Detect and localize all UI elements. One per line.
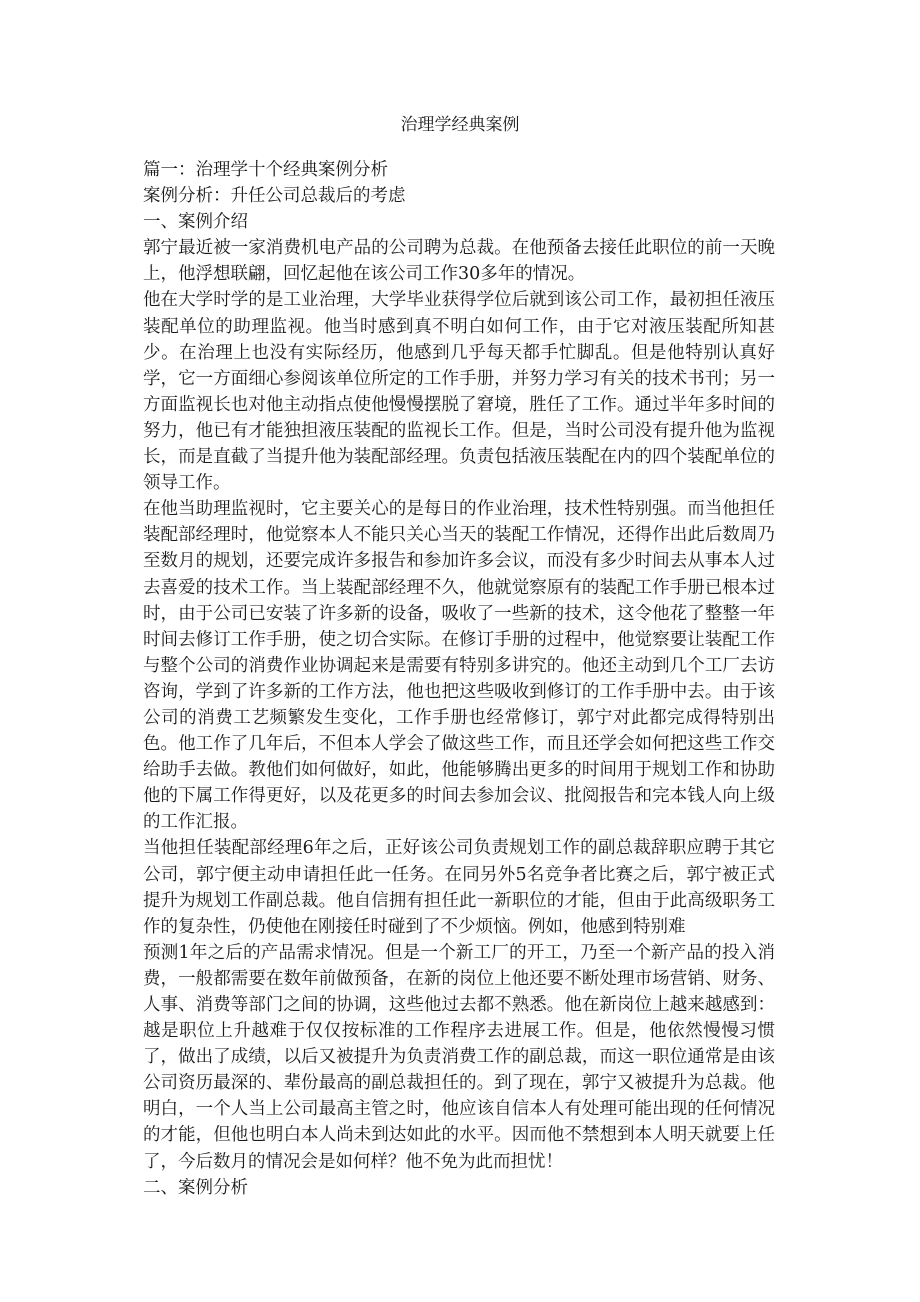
- paragraph: 在他当助理监视时，它主要关心的是每日的作业治理，技术性特别强。而当他担任装配部经理时，他觉察本人不能只关心当天的装配工作情况，还得作出此后数周乃至数月的规划，还要完成许多报告和参加许多会议，而没有多少时间去从事本人过去喜爱的技术工作。当上装配部经理不久，他就觉察原有的装配工作手册已根本过时，由于公司已安装了许多新的设备，吸收了一些新的技术，这令他花了整整一年时间去修订工作手册，使之切合实际。在修订手册的过程中，他觉察要让装配工作与整个公司的消费作业协调起来是需要有特别多讲究的。他还主动到几个工厂去访咨询，学到了许多新的工作方法，他也把这些吸收到修订的工作手册中去。由于该公司的消费工艺频繁发生变化，工作手册也经常修订，郭宁对此都完成得特别出色。他工作了几年后，不但本人学会了做这些工作，而且还学会如何把这些工作交给助手去做。教他们如何做好，如此，他能够腾出更多的时间用于规划工作和协助他的下属工作得更好，以及花更多的时间去参加会议、批阅报告和完本钱人向上级的工作汇报。: [143, 499, 775, 833]
- heading-case-analysis: 二、案例分析: [143, 1177, 248, 1198]
- heading-case-analysis-title: 案例分析：升任公司总裁后的考虑: [143, 186, 406, 207]
- document-title: 治理学经典案例: [400, 115, 520, 135]
- paragraph: 当他担任装配部经理6年之后，正好该公司负责规划工作的副总裁辞职应聘于其它公司，郭宁便主动申请担任此一任务。在同另外5名竞争者比赛之后，郭宁被正式提升为规划工作副总裁。他自信拥有担任此一新职位的才能，但由于此高级职务工作的复杂性，仍使他在刚接任时碰到了不少烦恼。例如，他感到特别难: [143, 838, 775, 937]
- heading-case-introduction: 一、案例介绍: [143, 212, 248, 233]
- heading-part-one: 篇一：治理学十个经典案例分析: [143, 160, 388, 180]
- document-body: [143, 157, 775, 1201]
- paragraph: 预测1年之后的产品需求情况。但是一个新工厂的开工，乃至一个新产品的投入消费，一般都需要在数年前做预备，在新的岗位上他还要不断处理市场营销、财务、人事、消费等部门之间的协调，这些他过去都不熟悉。他在新岗位上越来越感到：越是职位上升越难于仅仅按标准的工作程序去进展工作。但是，他依然慢慢习惯了，做出了成绩，以后又被提升为负责消费工作的副总裁，而这一职位通常是由该公司资历最深的、辈份最高的副总裁担任的。到了现在，郭宁又被提升为总裁。他明白，一个人当上公司最高主管之时，他应该自信本人有处理可能出现的任何情况的才能，但他也明白本人尚未到达如此的水平。因而他不禁想到本人明天就要上任了，今后数月的情况会是如何样？他不免为此而担忧！: [143, 942, 775, 1172]
- paragraph: 郭宁最近被一家消费机电产品的公司聘为总裁。在他预备去接任此职位的前一天晚上，他浮想联翩，回忆起他在该公司工作30多年的情况。: [143, 238, 775, 285]
- paragraph: 他在大学时学的是工业治理，大学毕业获得学位后就到该公司工作，最初担任液压装配单位的助理监视。他当时感到真不明白如何工作，由于它对液压装配所知甚少。在治理上也没有实际经历，他感到几乎每天都手忙脚乱。但是他特别认真好学，它一方面细心参阅该单位所定的工作手册，并努力学习有关的技术书刊；另一方面监视长也对他主动指点使他慢慢摆脱了窘境，胜任了工作。通过半年多时间的努力，他已有才能独担液压装配的监视长工作。但是，当时公司没有提升他为监视长，而是直截了当提升他为装配部经理。负责包括液压装配在内的四个装配单位的领导工作。: [143, 290, 775, 494]
